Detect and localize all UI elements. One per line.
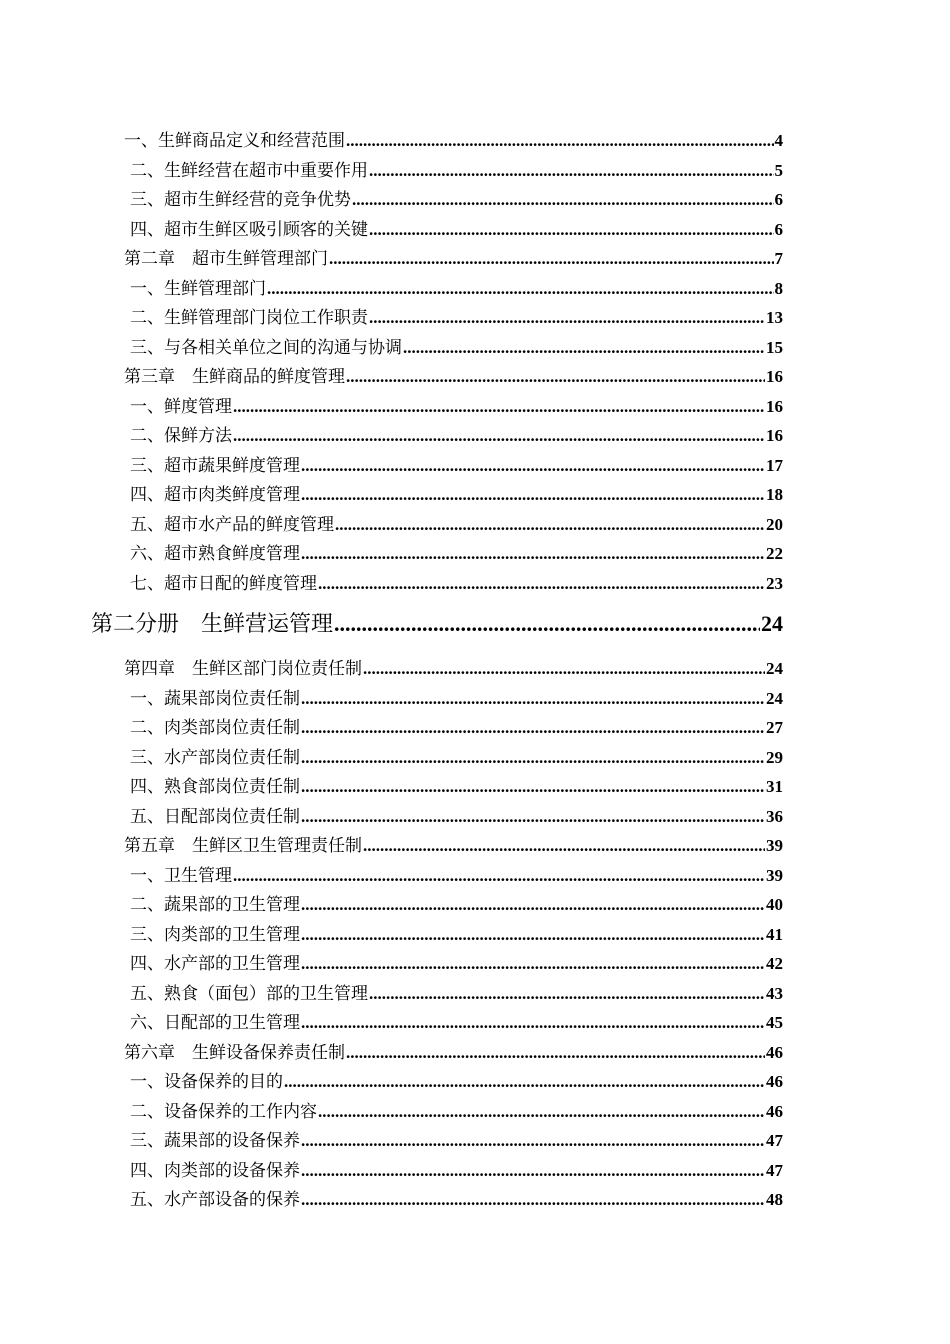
dot-leader [301,1013,765,1033]
toc-page-number: 27 [766,718,783,737]
dot-leader [403,338,765,358]
toc-entry[interactable] [130,684,783,708]
dot-leader [233,397,765,417]
toc-entry[interactable] [130,979,783,1003]
toc-page-number: 18 [766,485,783,504]
toc-entry[interactable] [124,126,783,150]
dot-leader [352,190,774,210]
dot-leader [369,220,774,240]
toc-entry[interactable] [130,215,783,239]
toc-entry-label: 一、生鲜商品定义和经营范围 [124,131,345,151]
toc-entry-label: 第二章 超市生鲜管理部门 [124,249,328,269]
toc-entry[interactable] [130,510,783,534]
toc-entry-label: 六、日配部的卫生管理 [130,1013,300,1033]
dot-leader [301,544,765,564]
toc-page-number: 29 [766,748,783,767]
toc-chapter-entry[interactable] [124,831,783,855]
toc-page-number: 6 [774,220,783,239]
toc-page-number: 48 [766,1190,783,1209]
toc-chapter-entry[interactable] [124,244,783,268]
dot-leader [301,748,765,768]
dot-leader [318,1102,765,1122]
toc-entry[interactable] [130,1156,783,1180]
toc-entry[interactable] [130,1097,783,1121]
toc-entry-label: 四、肉类部的设备保养 [130,1161,300,1181]
dot-leader [369,984,765,1004]
toc-entry[interactable] [130,802,783,826]
dot-leader [329,249,774,269]
dot-leader [301,954,765,974]
toc-entry[interactable] [130,480,783,504]
toc-chapter-entry[interactable] [124,654,783,678]
toc-entry[interactable] [130,539,783,563]
toc-entry-label: 二、肉类部岗位责任制 [130,718,300,738]
toc-entry[interactable] [130,861,783,885]
toc-entry-label: 五、超市水产品的鲜度管理 [130,515,334,535]
toc-page-number: 6 [774,190,783,209]
toc-entry[interactable] [130,303,783,327]
dot-leader [318,574,765,594]
toc-page-number: 7 [774,249,783,268]
toc-entry[interactable] [130,333,783,357]
toc-page-number: 24 [766,659,783,678]
toc-entry-label: 三、水产部岗位责任制 [130,748,300,768]
toc-page-number: 15 [766,338,783,357]
toc-entry-label: 五、熟食（面包）部的卫生管理 [130,984,368,1004]
toc-entry-label: 第六章 生鲜设备保养责任制 [124,1043,345,1063]
dot-leader [233,426,765,446]
toc-entry-label: 二、保鲜方法 [130,426,232,446]
toc-entry[interactable] [130,185,783,209]
dot-leader [363,659,765,679]
toc-entry-label: 第四章 生鲜区部门岗位责任制 [124,659,362,679]
toc-entry-label: 六、超市熟食鲜度管理 [130,544,300,564]
dot-leader [346,1043,765,1063]
toc-page-number: 39 [766,866,783,885]
toc-page-number: 46 [766,1072,783,1091]
toc-entry-label: 三、肉类部的卫生管理 [130,925,300,945]
toc-entry-label: 二、生鲜经营在超市中重要作用 [130,161,368,181]
toc-entry-label: 二、设备保养的工作内容 [130,1102,317,1122]
toc-entry-label: 三、超市蔬果鲜度管理 [130,456,300,476]
toc-entry[interactable] [130,274,783,298]
toc-entry-label: 一、设备保养的目的 [130,1072,283,1092]
toc-page-number: 39 [766,836,783,855]
toc-page-number: 46 [766,1102,783,1121]
toc-page-number: 24 [761,611,783,636]
toc-entry[interactable] [130,772,783,796]
toc-entry[interactable] [130,949,783,973]
dot-leader [363,836,765,856]
dot-leader [284,1072,765,1092]
toc-entry-label: 二、生鲜管理部门岗位工作职责 [130,308,368,328]
toc-entry-label: 四、熟食部岗位责任制 [130,777,300,797]
toc-page-number: 5 [774,161,783,180]
dot-leader [301,777,765,797]
toc-entry[interactable] [130,392,783,416]
toc-entry-label: 五、水产部设备的保养 [130,1190,300,1210]
dot-leader [301,925,765,945]
dot-leader [233,866,765,886]
dot-leader [301,807,765,827]
dot-leader [301,895,765,915]
dot-leader [301,1161,765,1181]
dot-leader [301,485,765,505]
toc-entry[interactable] [130,451,783,475]
dot-leader [335,515,765,535]
toc-entry-label: 第二分册 生鲜营运管理 [91,612,334,637]
toc-entry[interactable] [130,1126,783,1150]
toc-page-number: 40 [766,895,783,914]
toc-entry-label: 一、鲜度管理 [130,397,232,417]
toc-page-number: 41 [766,925,783,944]
toc-page-number: 31 [766,777,783,796]
toc-page-number: 47 [766,1131,783,1150]
toc-page-number: 43 [766,984,783,1003]
toc-entry[interactable] [130,920,783,944]
toc-entry-label: 五、日配部岗位责任制 [130,807,300,827]
dot-leader [301,1131,765,1151]
toc-entry[interactable] [130,713,783,737]
dot-leader [301,718,765,738]
toc-entry-label: 一、蔬果部岗位责任制 [130,689,300,709]
toc-entry[interactable] [130,1067,783,1091]
dot-leader [267,279,774,299]
toc-entry-label: 三、蔬果部的设备保养 [130,1131,300,1151]
toc-page-number: 23 [766,574,783,593]
toc-entry[interactable] [130,743,783,767]
toc-entry[interactable] [130,1008,783,1032]
toc-entry[interactable] [130,890,783,914]
toc-page-number: 46 [766,1043,783,1062]
toc-chapter-entry[interactable] [124,362,783,386]
toc-volume-entry[interactable] [91,607,783,639]
toc-page-number: 45 [766,1013,783,1032]
toc-entry-label: 四、超市肉类鲜度管理 [130,485,300,505]
toc-page-number: 47 [766,1161,783,1180]
toc-entry-label: 四、水产部的卫生管理 [130,954,300,974]
dot-leader [369,161,774,181]
toc-page-number: 8 [774,279,783,298]
toc-entry-label: 第五章 生鲜区卫生管理责任制 [124,836,362,856]
toc-page-number: 24 [766,689,783,708]
dot-leader [346,131,774,151]
dot-leader [334,611,760,637]
toc-page-number: 20 [766,515,783,534]
toc-entry-label: 第三章 生鲜商品的鲜度管理 [124,367,345,387]
toc-entry-label: 一、卫生管理 [130,866,232,886]
dot-leader [369,308,765,328]
toc-entry-label: 四、超市生鲜区吸引顾客的关键 [130,220,368,240]
toc-page-number: 22 [766,544,783,563]
toc-page-number: 16 [766,397,783,416]
toc-page-number: 13 [766,308,783,327]
toc-page-number: 36 [766,807,783,826]
toc-page-number: 16 [766,367,783,386]
toc-page-number: 4 [774,131,783,150]
toc-entry-label: 二、蔬果部的卫生管理 [130,895,300,915]
toc-entry[interactable] [130,569,783,593]
dot-leader [301,689,765,709]
dot-leader [301,1190,765,1210]
toc-entry-label: 七、超市日配的鲜度管理 [130,574,317,594]
toc-entry-label: 一、生鲜管理部门 [130,279,266,299]
toc-entry[interactable] [130,421,783,445]
dot-leader [301,456,765,476]
toc-entry[interactable] [130,156,783,180]
toc-chapter-entry[interactable] [124,1038,783,1062]
toc-entry-label: 三、与各相关单位之间的沟通与协调 [130,338,402,358]
toc-entry-label: 三、超市生鲜经营的竞争优势 [130,190,351,210]
toc-page-number: 17 [766,456,783,475]
dot-leader [346,367,765,387]
toc-page-number: 16 [766,426,783,445]
toc-entry[interactable] [130,1185,783,1209]
toc-page-number: 42 [766,954,783,973]
